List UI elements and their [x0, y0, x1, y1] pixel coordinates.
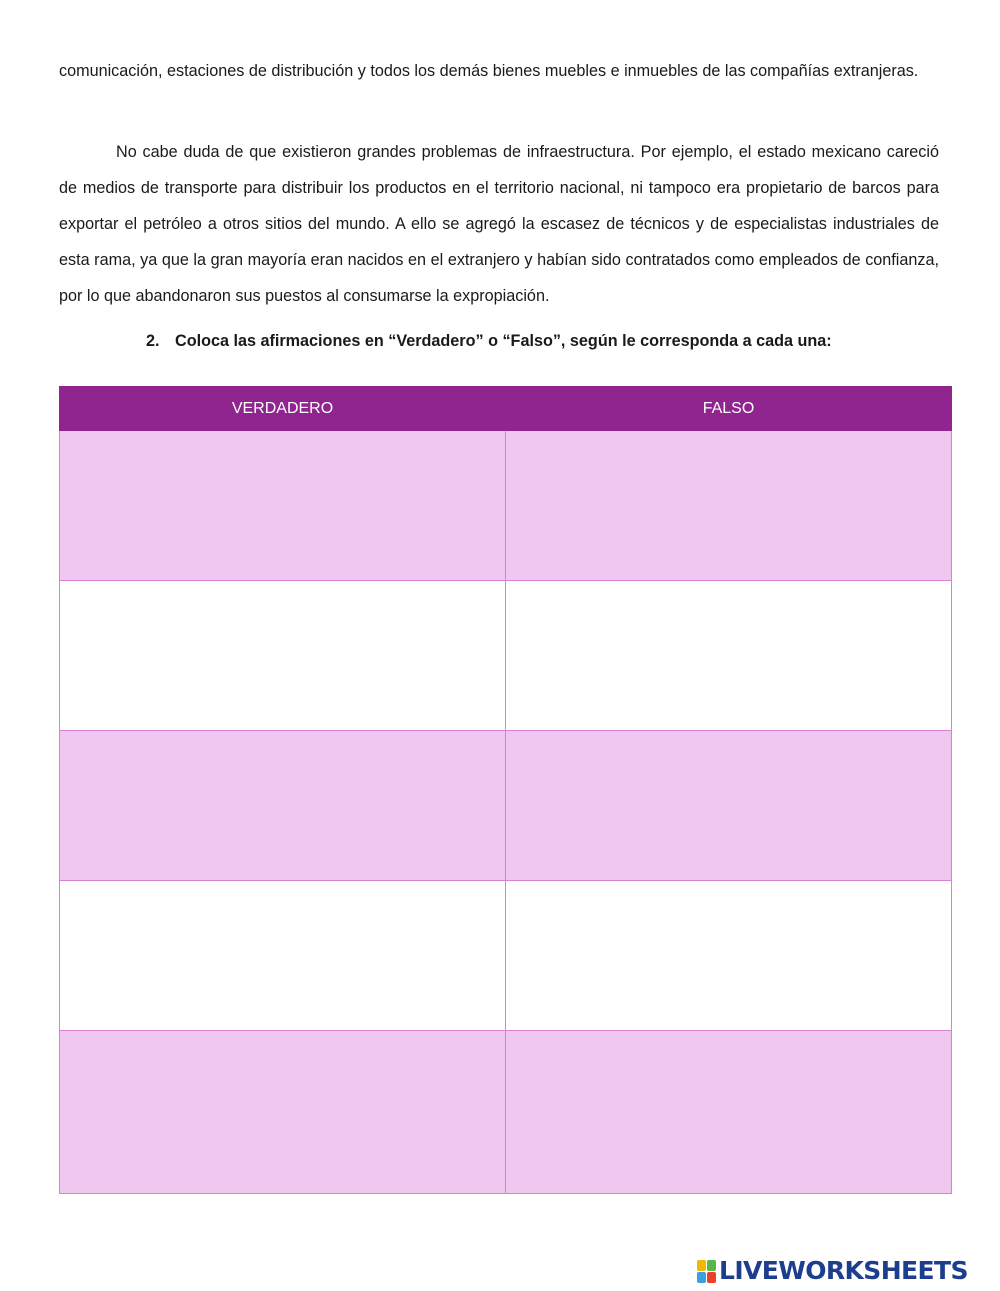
verdadero-drop-zone[interactable]	[60, 1031, 506, 1194]
instruction	[146, 329, 832, 353]
liveworksheets-logo[interactable]	[697, 1256, 968, 1286]
paragraph-2: No cabe duda de que existieron grandes problemas de infraestructura. Por ejemplo, el estado mexicano careció de medios de transporte para distribuir los productos en el territorio nacional, ni tampoco era propietario de barcos para exportar el petróleo a otros sitios del mundo. A ello se agregó la escasez de técnicos y de especialistas industriales de esta rama, ya que la gran mayoría eran nacidos en el extranjero y habían sido contratados como empleados de confianza, por lo que abandonaron sus puestos al consumarse la expropiación.	[59, 143, 939, 305]
falso-drop-zone[interactable]	[506, 1031, 952, 1194]
logo-square-4	[707, 1272, 716, 1283]
table-row	[60, 881, 952, 1031]
header-verdadero: VERDADERO	[60, 387, 506, 431]
header-falso: FALSO	[506, 387, 952, 431]
verdadero-drop-zone[interactable]	[60, 581, 506, 731]
table-row	[60, 1031, 952, 1194]
logo-square-1	[697, 1260, 706, 1271]
verdadero-drop-zone[interactable]	[60, 431, 506, 581]
falso-drop-zone[interactable]	[506, 581, 952, 731]
logo-square-3	[697, 1272, 706, 1283]
true-false-table	[59, 386, 952, 1194]
falso-drop-zone[interactable]	[506, 431, 952, 581]
instruction-number: 2.	[146, 332, 160, 350]
table-row	[60, 581, 952, 731]
paragraph-1: comunicación, estaciones de distribución y todos los demás bienes muebles e inmuebles de las compañías extranjeras.	[59, 62, 919, 80]
falso-drop-zone[interactable]	[506, 731, 952, 881]
table-header-row	[60, 387, 952, 431]
logo-square-2	[707, 1260, 716, 1271]
liveworksheets-logo-icon	[697, 1260, 716, 1283]
table-row	[60, 731, 952, 881]
verdadero-drop-zone[interactable]	[60, 881, 506, 1031]
table-row	[60, 431, 952, 581]
logo-text: LIVEWORKSHEETS	[719, 1256, 968, 1285]
instruction-text: Coloca las afirmaciones en “Verdadero” o “Falso”, según le corresponda a cada una:	[175, 332, 832, 350]
verdadero-drop-zone[interactable]	[60, 731, 506, 881]
falso-drop-zone[interactable]	[506, 881, 952, 1031]
